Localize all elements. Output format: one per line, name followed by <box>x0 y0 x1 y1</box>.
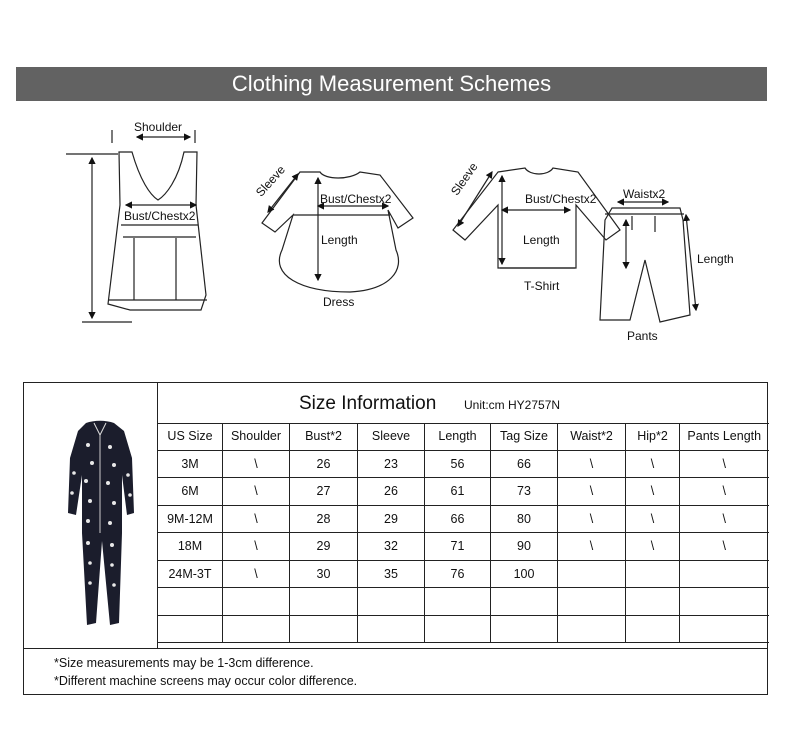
measurement-schemes <box>0 110 790 360</box>
size-table <box>157 423 769 643</box>
table-cell <box>626 560 680 588</box>
table-cell: 80 <box>491 505 558 533</box>
table-cell: 61 <box>425 478 491 506</box>
table-cell: 27 <box>290 478 358 506</box>
table-cell: \ <box>626 533 680 561</box>
table-row <box>158 533 769 561</box>
table-header-row <box>158 423 769 450</box>
table-cell: 6M <box>158 478 223 506</box>
label-sleeve-tshirt: Sleeve <box>448 159 481 199</box>
size-info-table-block <box>23 382 768 695</box>
table-cell: 30 <box>290 560 358 588</box>
table-cell: 9M-12M <box>158 505 223 533</box>
table-cell <box>290 615 358 643</box>
table-cell: \ <box>626 505 680 533</box>
table-cell: 32 <box>358 533 425 561</box>
header-cell: Sleeve <box>358 423 425 450</box>
table-row <box>158 505 769 533</box>
table-cell <box>558 615 626 643</box>
label-dress: Dress <box>323 295 355 309</box>
table-cell: \ <box>680 505 769 533</box>
table-cell: \ <box>626 478 680 506</box>
header-cell: Waist*2 <box>558 423 626 450</box>
header-cell: Shoulder <box>223 423 290 450</box>
table-cell: 35 <box>358 560 425 588</box>
table-row <box>158 478 769 506</box>
table-cell: 100 <box>491 560 558 588</box>
jumpsuit-illustration <box>24 383 157 648</box>
label-waist-pants: Waistx2 <box>623 187 666 201</box>
vest-diagram <box>108 152 207 310</box>
table-cell <box>491 615 558 643</box>
product-photo <box>24 383 158 648</box>
table-cell: \ <box>558 505 626 533</box>
label-bust-tshirt: Bust/Chestx2 <box>525 192 597 206</box>
table-cell <box>491 588 558 616</box>
label-sleeve-dress: Sleeve <box>253 162 288 200</box>
table-row <box>158 588 769 616</box>
table-cell: 3M <box>158 450 223 478</box>
header-cell: Length <box>425 423 491 450</box>
table-cell: \ <box>558 450 626 478</box>
label-length-dress: Length <box>321 233 358 247</box>
table-cell <box>223 615 290 643</box>
table-cell: 76 <box>425 560 491 588</box>
table-cell: 56 <box>425 450 491 478</box>
table-row <box>158 560 769 588</box>
table-cell: \ <box>223 505 290 533</box>
table-row <box>158 450 769 478</box>
table-cell: 73 <box>491 478 558 506</box>
table-cell: \ <box>680 533 769 561</box>
label-length-pants: Length <box>697 252 734 266</box>
table-cell: \ <box>680 478 769 506</box>
table-cell <box>223 588 290 616</box>
table-cell <box>358 615 425 643</box>
table-cell <box>558 588 626 616</box>
size-information-title: Size Information <box>299 393 437 414</box>
size-information-header <box>158 383 769 424</box>
table-cell: \ <box>223 450 290 478</box>
header-cell: Hip*2 <box>626 423 680 450</box>
label-bust-dress: Bust/Chestx2 <box>320 192 392 206</box>
table-cell <box>290 588 358 616</box>
table-cell <box>626 588 680 616</box>
note-line: *Size measurements may be 1-3cm difference. <box>54 656 314 670</box>
table-cell <box>158 615 223 643</box>
header-cell: Bust*2 <box>290 423 358 450</box>
table-row <box>158 615 769 643</box>
table-cell <box>158 588 223 616</box>
header-cell: Pants Length <box>680 423 769 450</box>
table-cell: 26 <box>290 450 358 478</box>
label-bust-vest: Bust/Chestx2 <box>124 209 196 223</box>
page-title-banner: Clothing Measurement Schemes <box>16 67 767 101</box>
table-cell: 29 <box>290 533 358 561</box>
table-cell <box>680 615 769 643</box>
size-notes <box>24 648 767 695</box>
label-pants: Pants <box>627 329 658 343</box>
note-line: *Different machine screens may occur color difference. <box>54 674 358 688</box>
table-cell <box>425 615 491 643</box>
table-cell: 26 <box>358 478 425 506</box>
header-cell: US Size <box>158 423 223 450</box>
table-cell: 71 <box>425 533 491 561</box>
table-cell <box>358 588 425 616</box>
table-cell: \ <box>558 533 626 561</box>
table-cell: 18M <box>158 533 223 561</box>
table-cell <box>680 560 769 588</box>
label-tshirt: T-Shirt <box>524 279 560 293</box>
table-cell: \ <box>223 533 290 561</box>
table-cell: 28 <box>290 505 358 533</box>
garment-diagrams <box>0 110 790 360</box>
table-cell: \ <box>680 450 769 478</box>
pants-diagram <box>600 208 690 322</box>
table-cell: \ <box>558 478 626 506</box>
label-length-tshirt: Length <box>523 233 560 247</box>
table-cell <box>425 588 491 616</box>
table-cell <box>626 615 680 643</box>
table-cell <box>680 588 769 616</box>
table-cell: 90 <box>491 533 558 561</box>
table-cell <box>558 560 626 588</box>
label-shoulder: Shoulder <box>134 120 183 134</box>
table-cell: 24M-3T <box>158 560 223 588</box>
table-cell: 23 <box>358 450 425 478</box>
unit-label: Unit:cm HY2757N <box>464 398 561 412</box>
table-cell: \ <box>223 560 290 588</box>
table-cell: 66 <box>491 450 558 478</box>
table-cell: 66 <box>425 505 491 533</box>
header-cell: Tag Size <box>491 423 558 450</box>
table-cell: \ <box>626 450 680 478</box>
table-cell: \ <box>223 478 290 506</box>
table-cell: 29 <box>358 505 425 533</box>
tshirt-diagram <box>453 168 620 268</box>
